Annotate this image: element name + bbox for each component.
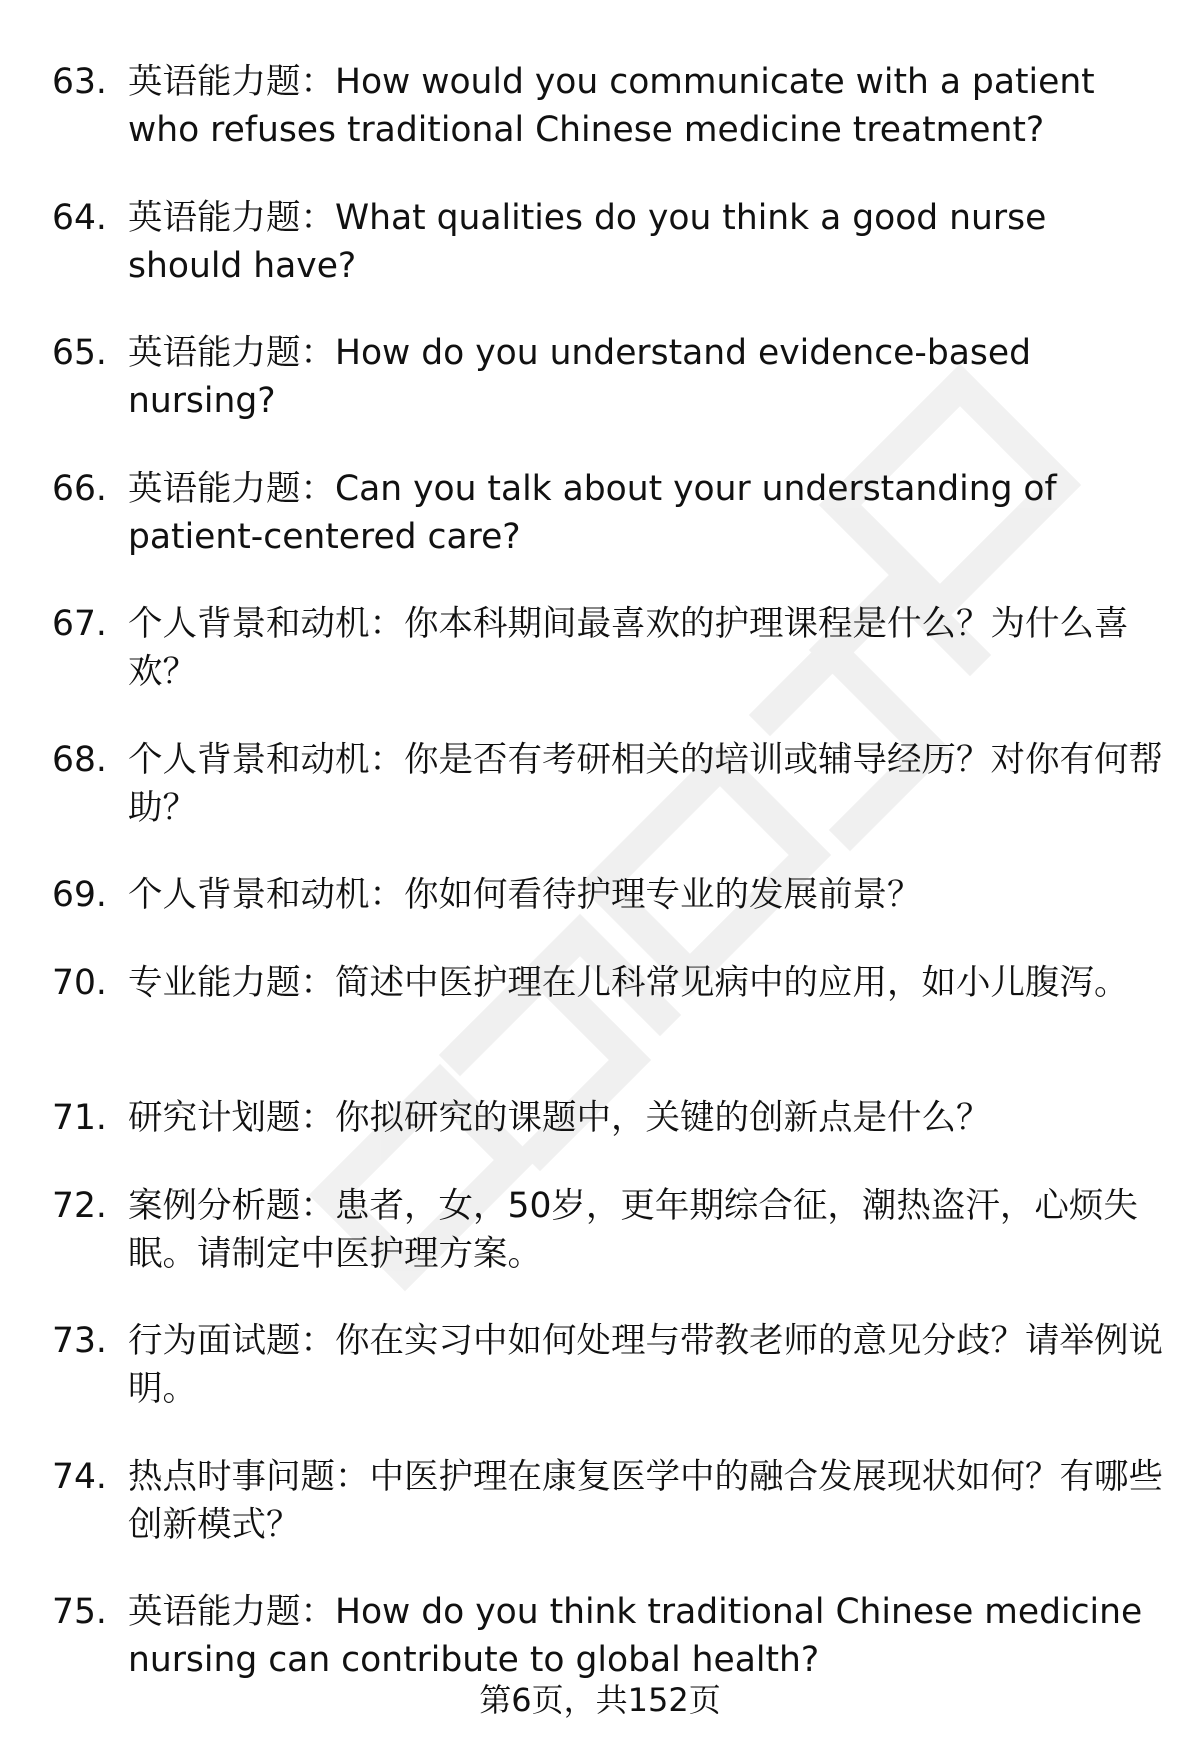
question-item-72 — [0, 1182, 1200, 1278]
question-body: How do you think traditional Chinese medicine nursing can contribute to global health? — [128, 1592, 1143, 1680]
question-number: 73. — [52, 1321, 107, 1361]
question-category: 案例分析题： — [128, 1185, 335, 1226]
question-number: 75. — [52, 1592, 107, 1632]
question-body: How would you communicate with a patient who refuses traditional Chinese medicine treatment? — [128, 62, 1095, 150]
question-category: 行为面试题： — [128, 1321, 335, 1361]
question-body: What qualities do you think a good nurse should have? — [128, 197, 1047, 286]
question-body: 简述中医护理在儿科常见病中的应用，如小儿腹泻。 — [335, 962, 1129, 1003]
question-category: 个人背景和动机： — [128, 604, 404, 644]
question-category: 英语能力题： — [128, 468, 335, 509]
question-list — [0, 58, 1200, 1724]
question-number: 69. — [52, 875, 107, 915]
question-category: 研究计划题： — [128, 1098, 335, 1138]
page-footer — [0, 1676, 1200, 1724]
question-text — [128, 58, 1163, 154]
question-item-65 — [0, 329, 1200, 425]
question-body: 患者，女，50岁，更年期综合征，潮热盗汗，心烦失眠。请制定中医护理方案。 — [128, 1185, 1138, 1274]
question-text — [128, 194, 1163, 290]
question-item-70 — [0, 959, 1200, 1055]
question-item-66 — [0, 465, 1200, 561]
question-number: 68. — [52, 739, 107, 780]
question-category: 英语能力题： — [128, 333, 335, 373]
question-number: 70. — [52, 962, 107, 1003]
question-text — [128, 1317, 1163, 1413]
question-text — [128, 1094, 1163, 1142]
question-category: 英语能力题： — [128, 1592, 335, 1632]
question-number: 64. — [52, 197, 107, 238]
question-body: 你是否有考研相关的培训或辅导经历？对你有何帮助？ — [128, 739, 1163, 828]
question-text — [128, 1182, 1163, 1278]
question-category: 热点时事问题： — [128, 1456, 370, 1497]
question-item-67 — [0, 600, 1200, 696]
question-body: 中医护理在康复医学中的融合发展现状如何？有哪些创新模式？ — [128, 1456, 1163, 1545]
question-text — [128, 600, 1163, 696]
page-number-label: 第6页，共152页 — [479, 1681, 721, 1719]
question-body: 你如何看待护理专业的发展前景？ — [404, 875, 922, 915]
question-body: Can you talk about your understanding of patient-centered care? — [128, 468, 1057, 557]
question-text — [128, 329, 1163, 425]
question-category: 英语能力题： — [128, 62, 335, 102]
question-category: 专业能力题： — [128, 962, 335, 1003]
question-number: 71. — [52, 1098, 107, 1138]
question-item-69 — [0, 871, 1200, 919]
question-text — [128, 1588, 1163, 1684]
question-number: 67. — [52, 604, 107, 644]
question-text — [128, 959, 1163, 1007]
question-body: 你本科期间最喜欢的护理课程是什么？为什么喜欢？ — [128, 604, 1129, 692]
question-item-63 — [0, 58, 1200, 154]
question-text — [128, 736, 1163, 832]
question-body: How do you understand evidence-based nursing? — [128, 333, 1031, 421]
question-item-71 — [0, 1094, 1200, 1142]
question-category: 个人背景和动机： — [128, 739, 404, 780]
question-item-68 — [0, 736, 1200, 832]
question-item-73 — [0, 1317, 1200, 1413]
question-body: 你拟研究的课题中，关键的创新点是什么？ — [335, 1098, 991, 1138]
question-text — [128, 1453, 1163, 1549]
question-text — [128, 871, 1163, 919]
question-number: 63. — [52, 62, 107, 102]
question-item-64 — [0, 194, 1200, 290]
question-body: 你在实习中如何处理与带教老师的意见分歧？请举例说明。 — [128, 1321, 1163, 1409]
question-category: 个人背景和动机： — [128, 875, 404, 915]
question-number: 66. — [52, 468, 107, 509]
question-number: 72. — [52, 1185, 107, 1226]
question-number: 74. — [52, 1456, 107, 1497]
question-number: 65. — [52, 333, 107, 373]
question-item-75 — [0, 1588, 1200, 1684]
question-text — [128, 465, 1163, 561]
question-item-74 — [0, 1453, 1200, 1549]
question-category: 英语能力题： — [128, 197, 335, 238]
